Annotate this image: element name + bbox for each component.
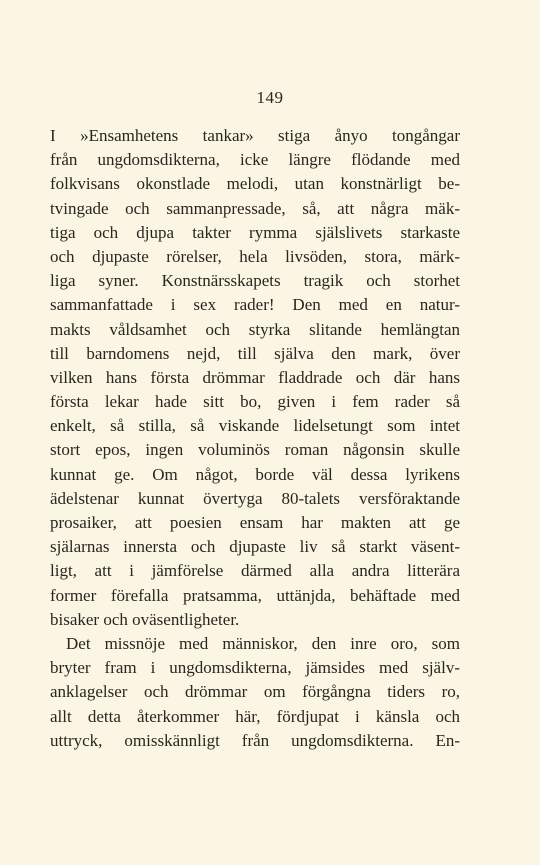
text-line: kunnat ge. Om något, borde väl dessa lyrikens: [50, 464, 460, 484]
text-line: själarnas innersta och djupaste liv så starkt väsent-: [50, 537, 460, 557]
text-line: I »Ensamhetens tankar» stiga ånyo tongångar: [50, 126, 460, 145]
text-line: första lekar hade sitt bo, given i fem rader så: [50, 392, 460, 412]
text-line: stort epos, ingen voluminös roman någonsin skulle: [50, 440, 460, 460]
text-line: allt detta återkommer här, fördjupat i känsla och: [50, 706, 460, 726]
text-line: vilken hans första drömmar fladdrade och där hans: [50, 367, 460, 387]
text-line: uttryck, omisskännligt från ungdomsdikterna. En-: [50, 730, 460, 750]
text-line: bisaker och oväsentligheter.: [50, 609, 240, 629]
text-line: från ungdomsdikterna, icke längre flödande med: [50, 150, 460, 170]
text-line: tvingade och sammanpressade, så, att några mäk-: [50, 198, 460, 218]
text-line: till barndomens nejd, till själva den mark, över: [50, 343, 460, 363]
text-line: och djupaste rörelser, hela livsöden, stora, märk-: [50, 246, 460, 266]
text-line: ligt, att i jämförelse därmed alla andra litterära: [50, 561, 460, 581]
text-line: liga syner. Konstnärsskapets tragik och storhet: [50, 271, 460, 291]
body-text: [50, 124, 460, 753]
paragraph-2: [50, 632, 460, 753]
paragraph-1: [50, 124, 460, 632]
text-line: enkelt, så stilla, så viskande lidelsetungt som intet: [50, 416, 460, 436]
text-line: folkvisans okonstlade melodi, utan konstnärligt be-: [50, 174, 460, 194]
text-line: makts våldsamhet och styrka slitande hemlängtan: [50, 319, 460, 339]
text-line: bryter fram i ungdomsdikterna, jämsides med själv-: [50, 658, 460, 678]
text-line: tiga och djupa takter rymma själslivets starkaste: [50, 222, 460, 242]
text-line: anklagelser och drömmar om förgångna tiders ro,: [50, 682, 460, 702]
text-line: prosaiker, att poesien ensam har makten att ge: [50, 513, 460, 532]
text-line: former förefalla pratsamma, uttänjda, behäftade med: [50, 585, 460, 605]
text-line: ädelstenar kunnat övertyga 80-talets versföraktande: [50, 488, 460, 508]
page-number: 149: [256, 88, 284, 107]
text-line: Det missnöje med människor, den inre oro, som: [66, 633, 460, 653]
text-line: sammanfattade i sex rader! Den med en natur-: [50, 295, 460, 315]
